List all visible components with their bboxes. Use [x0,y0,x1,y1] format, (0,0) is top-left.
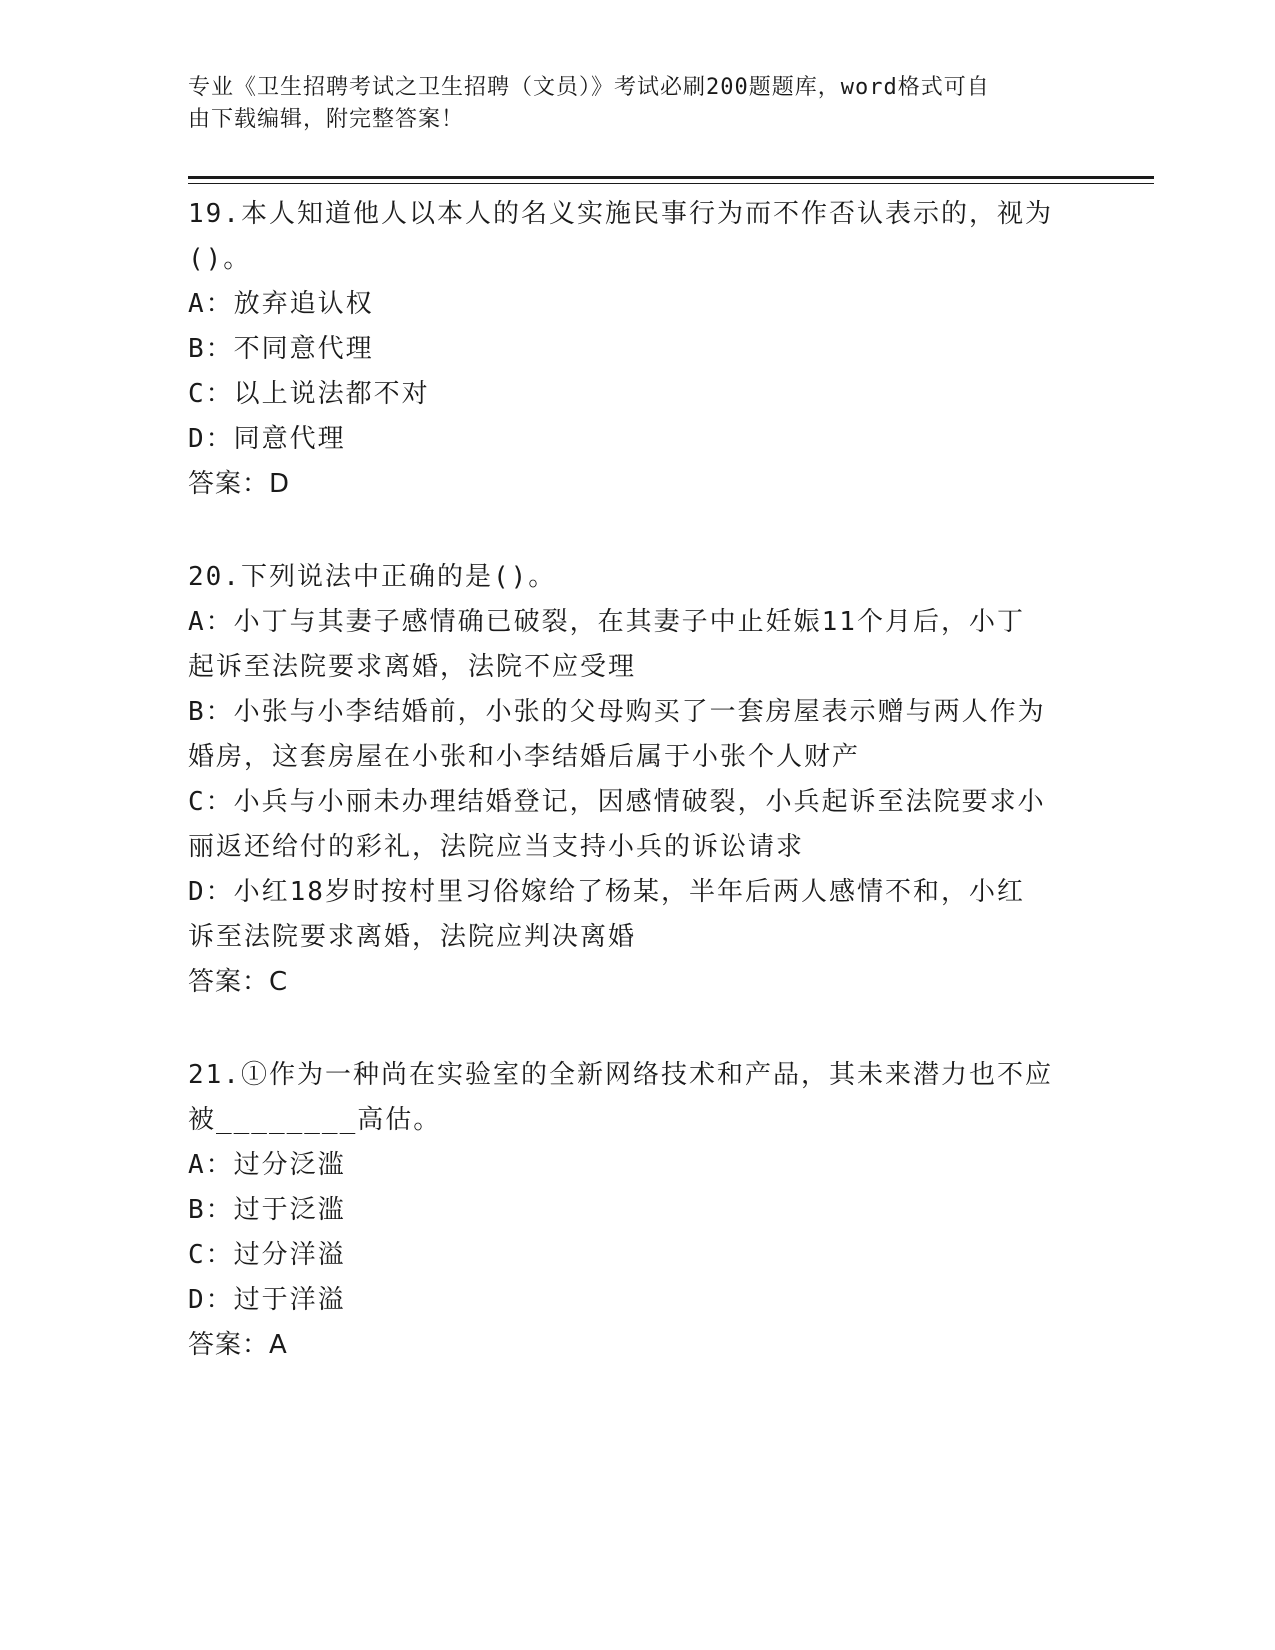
header-note [188,72,1068,136]
answer-line: 答案：C [188,967,289,997]
question-19 [188,192,1088,507]
question-stem-line: 21.①作为一种尚在实验室的全新网络技术和产品，其未来潜力也不应 [188,1060,1053,1090]
option-a: A：放弃追认权 [188,289,374,319]
question-stem-line: 19.本人知道他人以本人的名义实施民事行为而不作否认表示的，视为 [188,199,1053,229]
header-line-2: 由下载编辑，附完整答案！ [188,107,465,132]
header-line-1: 专业《卫生招聘考试之卫生招聘（文员）》考试必刷200题题库，word格式可自 [188,75,990,100]
question-stem-line: 被________高估。 [188,1105,442,1135]
question-stem-line: ()。 [188,244,252,274]
option-a-cont: 起诉至法院要求离婚，法院不应受理 [188,652,637,682]
question-list [188,192,1088,1416]
header-rule-thin [188,183,1154,184]
option-b: B：小张与小李结婚前，小张的父母购买了一套房屋表示赠与两人作为 [188,697,1046,727]
header-rule-thick [188,176,1154,179]
option-a: A：过分泛滥 [188,1150,346,1180]
option-b: B：过于泛滥 [188,1195,346,1225]
option-d: D：过于洋溢 [188,1285,346,1315]
question-20 [188,555,1088,1005]
option-c: C：小兵与小丽未办理结婚登记，因感情破裂，小兵起诉至法院要求小 [188,787,1046,817]
option-a: A：小丁与其妻子感情确已破裂，在其妻子中止妊娠11个月后，小丁 [188,607,1025,637]
answer-line: 答案：A [188,1330,288,1360]
option-c-cont: 丽返还给付的彩礼，法院应当支持小兵的诉讼请求 [188,832,805,862]
option-c: C：过分洋溢 [188,1240,346,1270]
option-d-cont: 诉至法院要求离婚，法院应判决离婚 [188,922,637,952]
question-21 [188,1053,1088,1368]
option-b-cont: 婚房，这套房屋在小张和小李结婚后属于小张个人财产 [188,742,861,772]
option-d: D：同意代理 [188,424,346,454]
question-stem-line: 20.下列说法中正确的是()。 [188,562,557,592]
option-c: C：以上说法都不对 [188,379,430,409]
option-b: B：不同意代理 [188,334,374,364]
answer-line: 答案：D [188,469,291,499]
option-d: D：小红18岁时按村里习俗嫁给了杨某，半年后两人感情不和，小红 [188,877,1025,907]
